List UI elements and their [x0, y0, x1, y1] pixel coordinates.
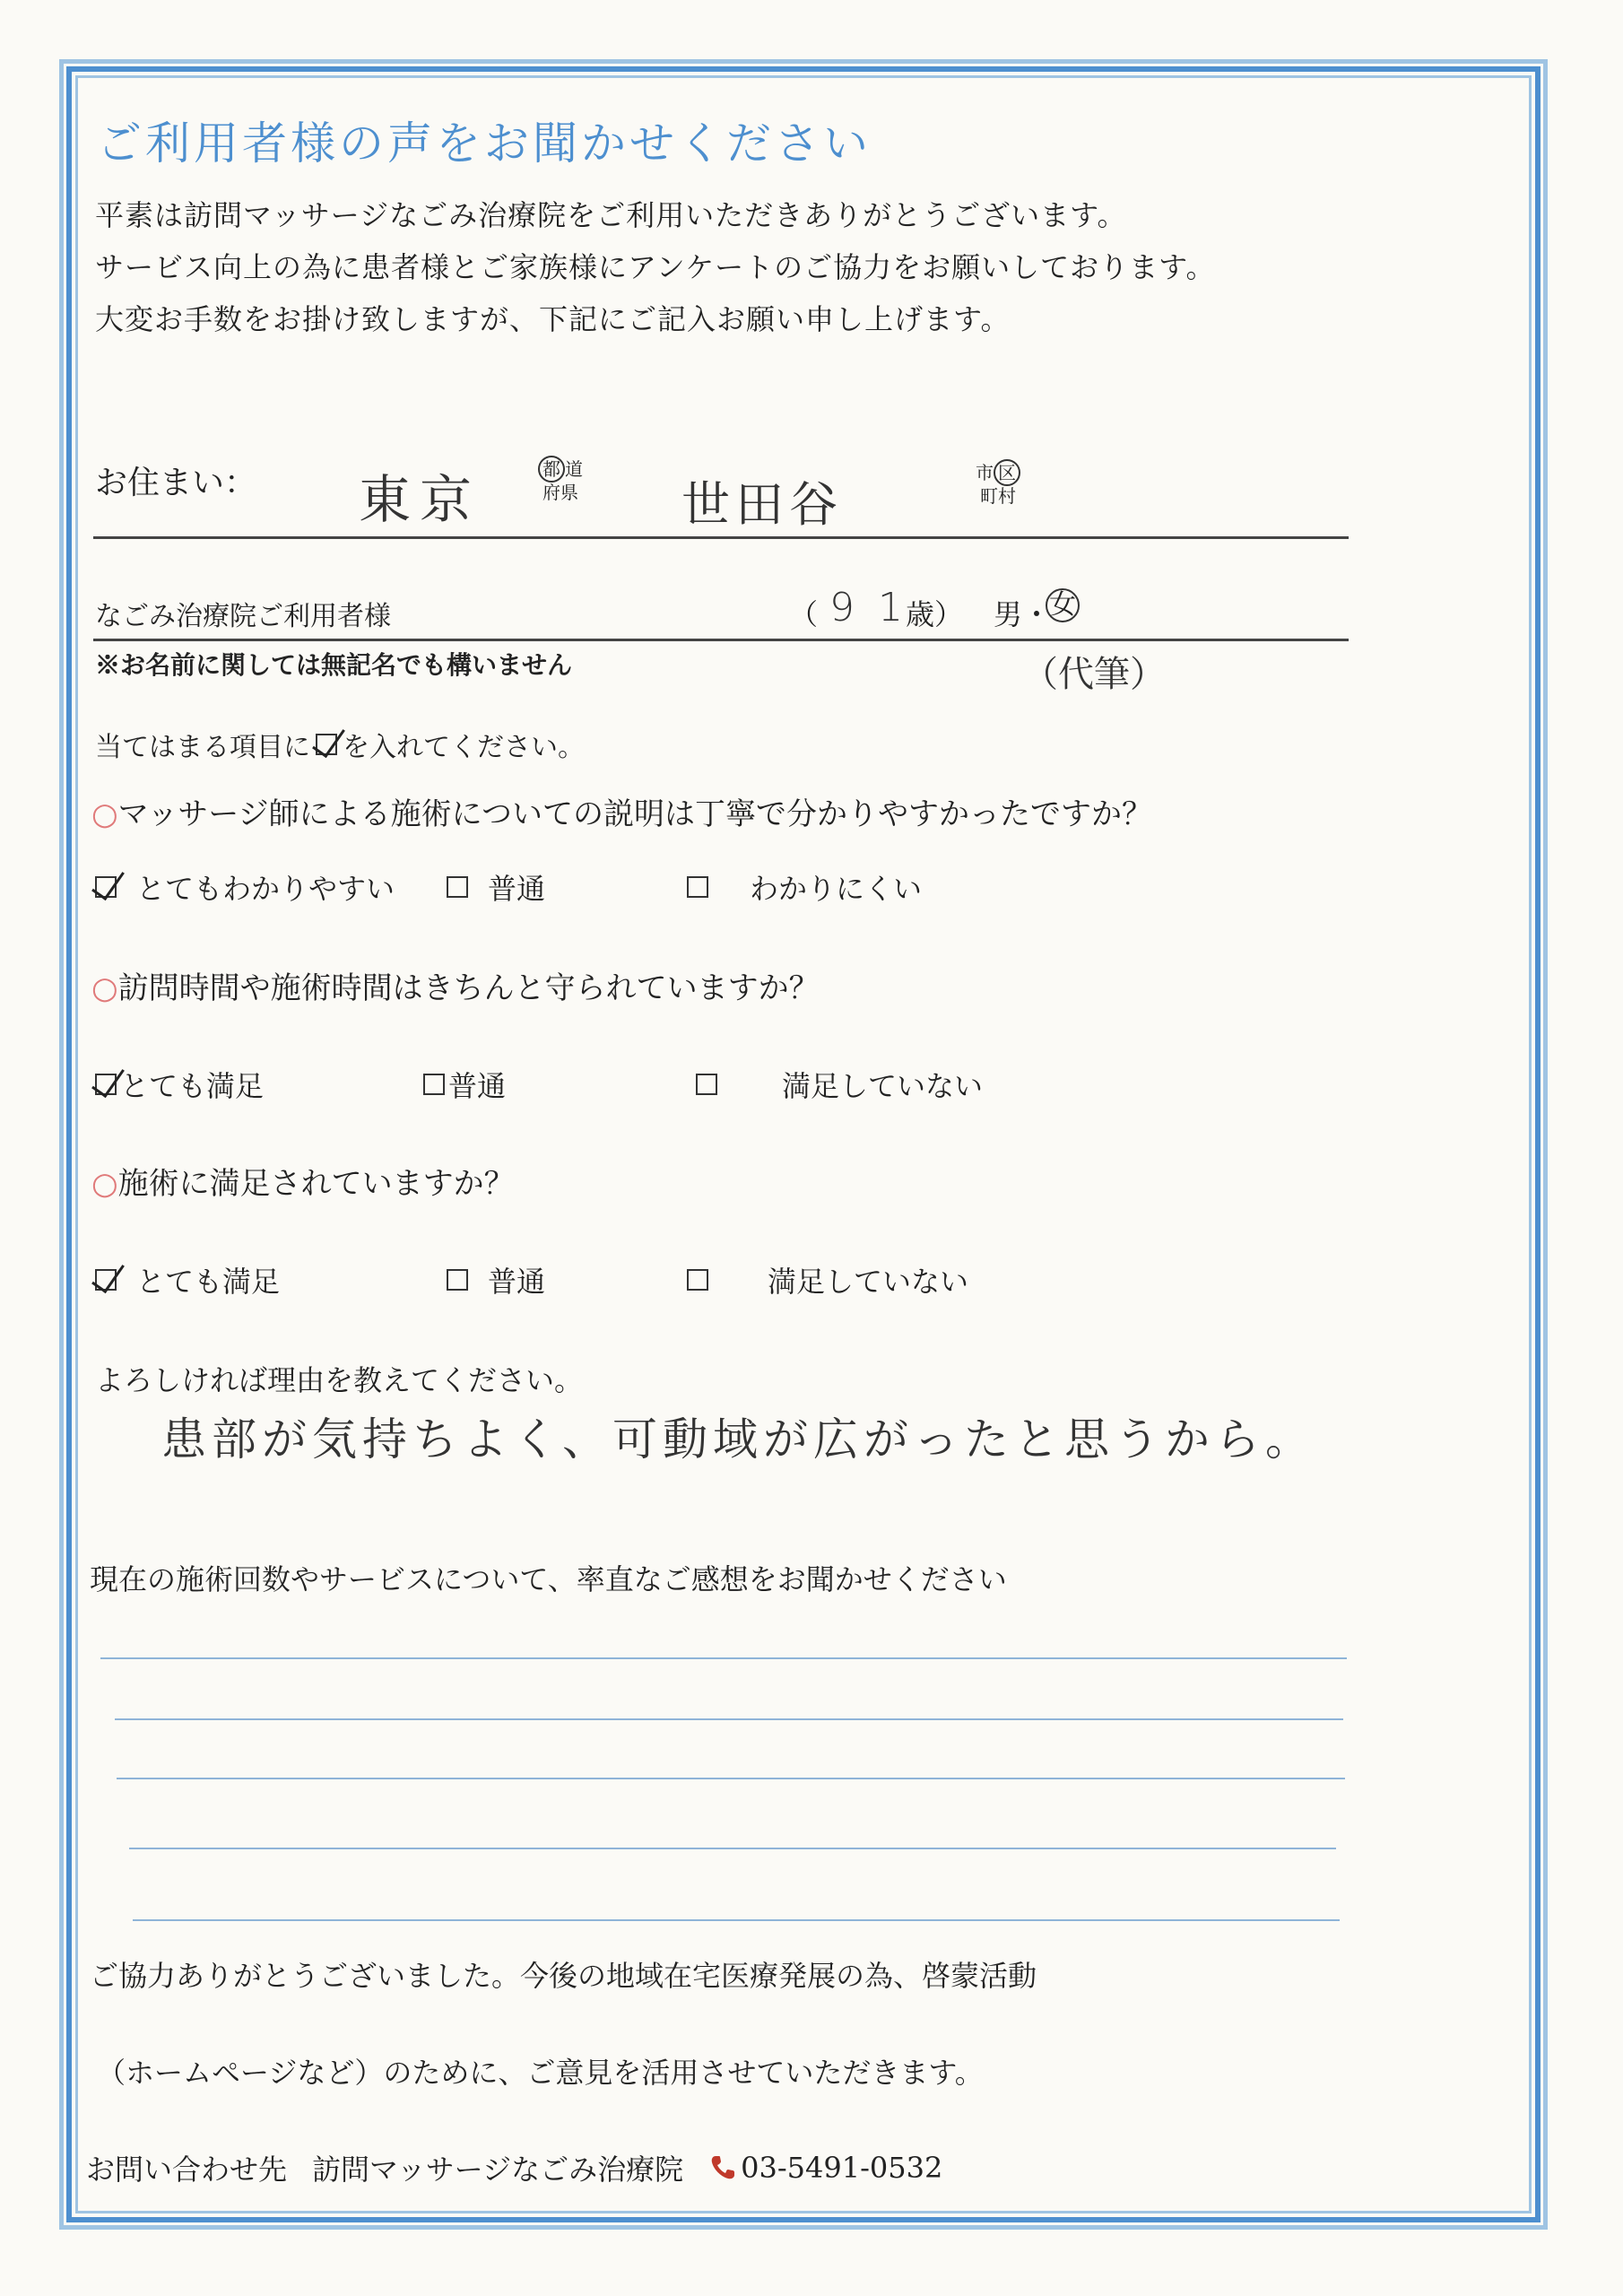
question-ring-icon: ○: [91, 970, 118, 1006]
question-3: [91, 1159, 515, 1203]
q2-option-2[interactable]: [423, 1064, 506, 1105]
contact-clinic: 訪問マッサージなごみ治療院: [312, 2152, 684, 2187]
q2-option-3[interactable]: [696, 1064, 983, 1105]
checkbox-checked-icon[interactable]: [95, 876, 117, 898]
prefecture-unit-line1-tail: 道: [565, 458, 583, 480]
closing-line-1: ご協力ありがとうございました。今後の地域在宅医療発展の為、啓蒙活動: [90, 1959, 1037, 1993]
feedback-line[interactable]: [117, 1778, 1345, 1779]
city-value[interactable]: 世田谷: [681, 476, 843, 533]
feedback-line[interactable]: [100, 1657, 1347, 1659]
age-open: （: [789, 597, 819, 631]
contact: [86, 2147, 942, 2188]
q2-option-1[interactable]: [95, 1064, 264, 1105]
prefecture-value[interactable]: 東京: [359, 469, 482, 530]
sex-male[interactable]: 男・: [994, 597, 1052, 631]
feedback-line[interactable]: [129, 1848, 1336, 1849]
q3-option-3-label: 満足していない: [768, 1265, 969, 1299]
q1-option-3-label: わかりにくい: [750, 872, 923, 906]
intro-line-3: 大変お手数をお掛け致しますが、下記にご記入お願い申し上げます。: [95, 302, 1011, 336]
q2-option-2-label: 普通: [448, 1069, 507, 1103]
sex-female-circled[interactable]: 女: [1046, 588, 1080, 622]
city-unit-line1-head: 市: [976, 462, 994, 483]
q3-option-1[interactable]: [95, 1259, 280, 1300]
closing-line-2: （ホームページなど）のために、ご意見を活用させていただきます。: [97, 2056, 984, 2090]
q1-option-1[interactable]: [95, 866, 395, 908]
proxy-note: （代筆）: [1022, 654, 1166, 695]
instructions-post: を入れてください。: [343, 732, 585, 763]
intro-line-2: サービス向上の為に患者様とご家族様にアンケートのご協力をお願いしております。: [95, 250, 1216, 284]
q1-option-2-label: 普通: [488, 872, 546, 906]
q1-option-3[interactable]: [687, 866, 922, 908]
checkbox-icon[interactable]: [447, 876, 468, 898]
instructions-pre: 当てはまる項目に: [95, 732, 310, 763]
user-rule: [93, 639, 1349, 641]
prefecture-unit-line2: 府県: [542, 482, 578, 503]
question-1-text: マッサージ師による施術についての説明は丁寧で分かりやすかったですか？: [117, 796, 1152, 832]
question-ring-icon: ○: [91, 796, 118, 832]
q2-option-1-label: とても満足: [120, 1069, 265, 1103]
checkbox-icon[interactable]: [423, 1074, 445, 1095]
q1-option-2[interactable]: [447, 866, 545, 908]
prefecture-circled: 都: [538, 456, 565, 483]
city-circled: 区: [994, 459, 1020, 486]
q3-option-2-label: 普通: [488, 1265, 546, 1299]
checkbox-icon[interactable]: [687, 876, 708, 898]
sample-checkbox-icon: [316, 734, 337, 755]
question-1: [91, 789, 1152, 833]
form-title: ご利用者様の声をお聞かせください: [97, 117, 872, 170]
phone-icon: [708, 2153, 737, 2182]
age-unit: 歳）: [906, 597, 964, 631]
frame-inner-border: [75, 75, 1532, 2213]
q1-option-1-label: とてもわかりやすい: [136, 872, 395, 906]
reason-answer[interactable]: 患部が気持ちよく、可動域が広がったと思うから。: [161, 1413, 1315, 1465]
city-unit: [976, 459, 1020, 506]
checkbox-checked-icon[interactable]: [95, 1074, 117, 1095]
checkbox-checked-icon[interactable]: [95, 1269, 117, 1291]
prefecture-unit: [538, 456, 583, 502]
address-label: お住まい：: [95, 465, 257, 501]
question-2-text: 訪問時間や施術時間はきちんと守られていますか？: [117, 970, 820, 1006]
instructions: [95, 725, 585, 764]
q3-option-2[interactable]: [447, 1259, 545, 1300]
name-note: ※お名前に関しては無記名でも構いません: [95, 650, 573, 680]
checkbox-icon[interactable]: [696, 1074, 717, 1095]
question-2: [91, 963, 820, 1007]
city-unit-line2: 町村: [980, 485, 1016, 507]
feedback-line[interactable]: [115, 1718, 1343, 1720]
contact-phone-wrap[interactable]: [708, 2151, 942, 2185]
user-label: なごみ治療院ご利用者様: [95, 601, 391, 632]
feedback-line[interactable]: [133, 1919, 1340, 1921]
contact-phone[interactable]: 03-5491-0532: [741, 2151, 943, 2185]
checkbox-icon[interactable]: [687, 1269, 708, 1291]
feedback-label: 現在の施術回数やサービスについて、率直なご感想をお聞かせください: [90, 1562, 1007, 1596]
checkbox-icon[interactable]: [447, 1269, 468, 1291]
question-3-text: 施術に満足されていますか？: [117, 1166, 515, 1202]
reason-label: よろしければ理由を教えてください。: [95, 1363, 584, 1397]
q3-option-3[interactable]: [687, 1259, 968, 1300]
contact-label: お問い合わせ先: [86, 2152, 288, 2187]
address-rule: [93, 536, 1349, 539]
q2-option-3-label: 満足していない: [782, 1069, 984, 1103]
q3-option-1-label: とても満足: [136, 1265, 281, 1299]
intro-line-1: 平素は訪問マッサージなごみ治療院をご利用いただきありがとうございます。: [95, 198, 1127, 232]
question-ring-icon: ○: [91, 1166, 118, 1202]
age-value[interactable]: 9 1: [829, 585, 908, 631]
